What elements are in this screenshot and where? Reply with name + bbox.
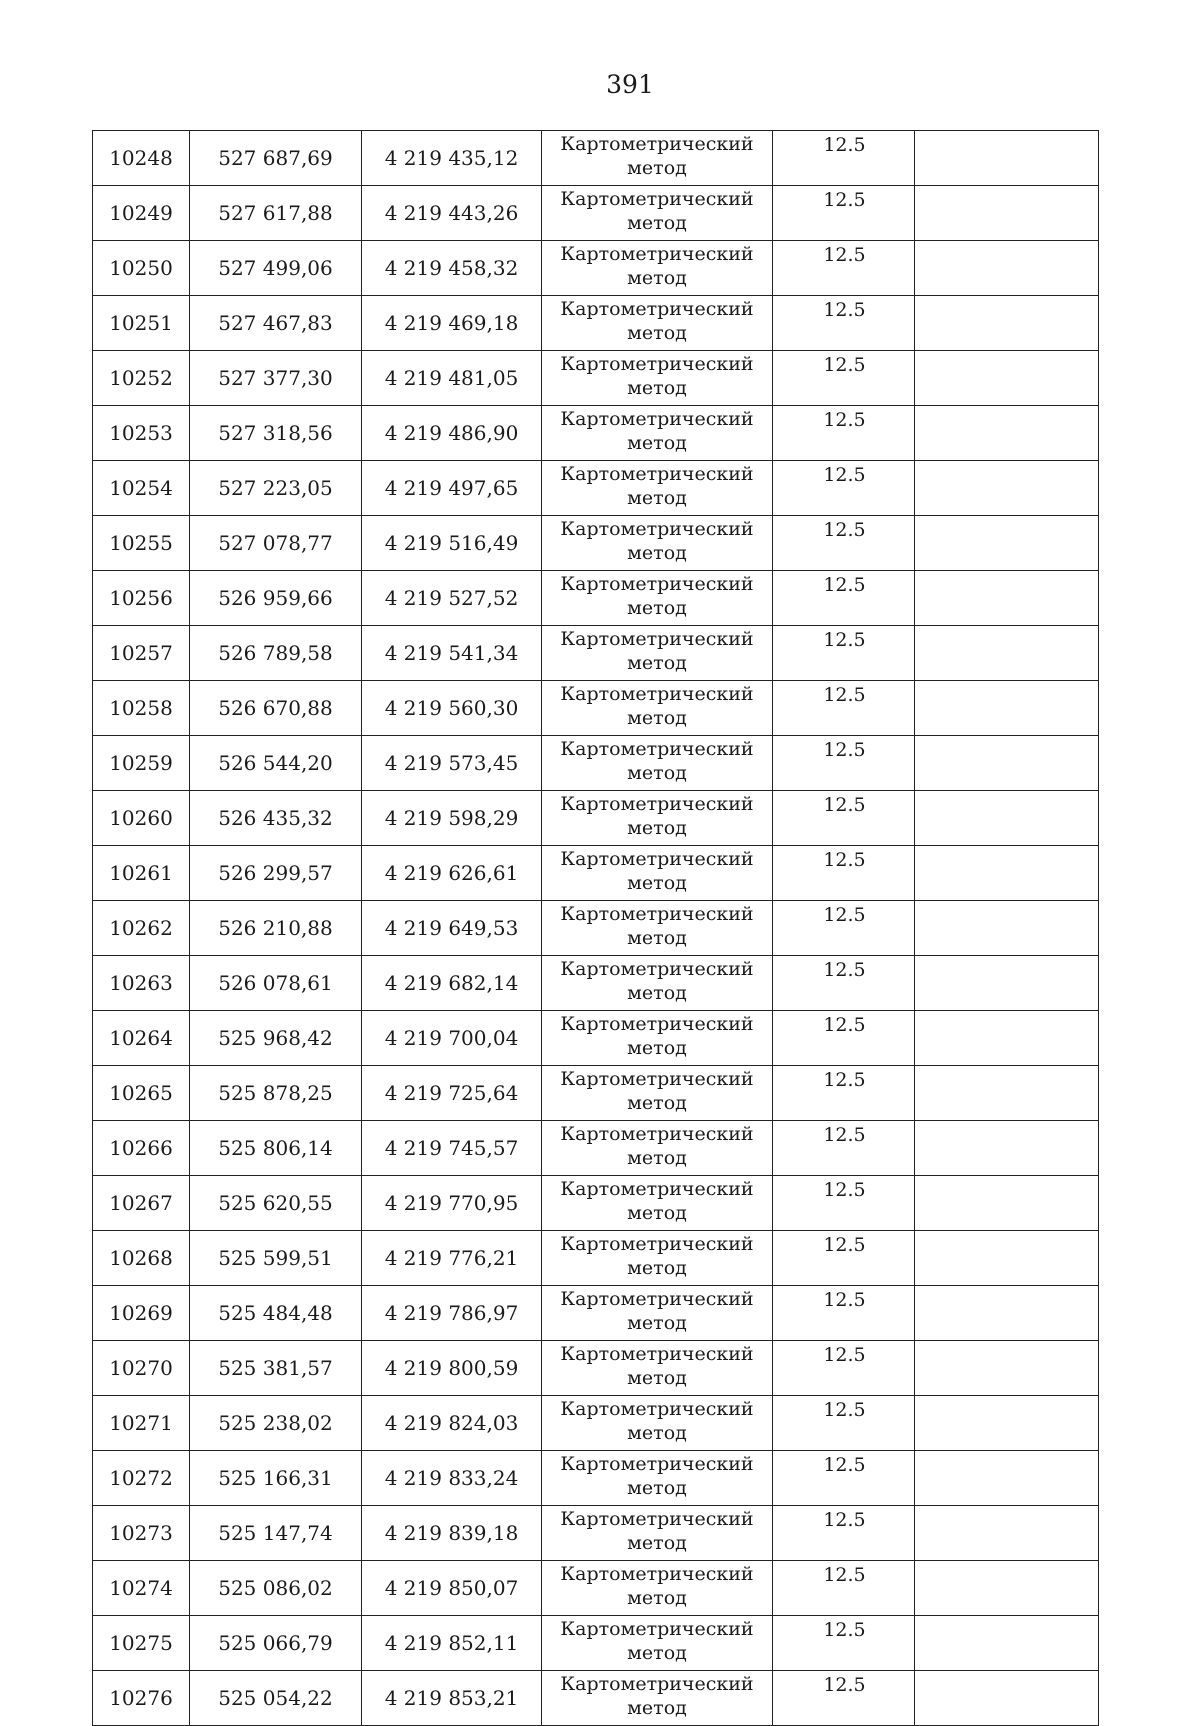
accuracy-cell: 12.5: [773, 1396, 915, 1451]
note-cell: [915, 516, 1099, 571]
method-cell: Картометрический метод: [542, 186, 773, 241]
accuracy-cell: 12.5: [773, 956, 915, 1011]
accuracy-cell: 12.5: [773, 1231, 915, 1286]
table-row: [93, 681, 1099, 736]
y-coordinate-cell: 4 219 824,03: [362, 1396, 542, 1451]
method-cell: Картометрический метод: [542, 1396, 773, 1451]
table-row: [93, 1506, 1099, 1561]
method-cell: Картометрический метод: [542, 241, 773, 296]
point-number-cell: 10269: [93, 1286, 190, 1341]
table-row: [93, 1671, 1099, 1726]
y-coordinate-cell: 4 219 833,24: [362, 1451, 542, 1506]
note-cell: [915, 1066, 1099, 1121]
point-number-cell: 10266: [93, 1121, 190, 1176]
y-coordinate-cell: 4 219 527,52: [362, 571, 542, 626]
method-cell: Картометрический метод: [542, 1341, 773, 1396]
note-cell: [915, 1506, 1099, 1561]
y-coordinate-cell: 4 219 852,11: [362, 1616, 542, 1671]
table-row: [93, 736, 1099, 791]
table-row: [93, 1286, 1099, 1341]
y-coordinate-cell: 4 219 598,29: [362, 791, 542, 846]
accuracy-cell: 12.5: [773, 901, 915, 956]
x-coordinate-cell: 525 381,57: [190, 1341, 362, 1396]
y-coordinate-cell: 4 219 853,21: [362, 1671, 542, 1726]
note-cell: [915, 1231, 1099, 1286]
note-cell: [915, 1616, 1099, 1671]
accuracy-cell: 12.5: [773, 1176, 915, 1231]
x-coordinate-cell: 525 054,22: [190, 1671, 362, 1726]
method-cell: Картометрический метод: [542, 791, 773, 846]
table-row: [93, 1011, 1099, 1066]
y-coordinate-cell: 4 219 481,05: [362, 351, 542, 406]
method-cell: Картометрический метод: [542, 1286, 773, 1341]
note-cell: [915, 1561, 1099, 1616]
accuracy-cell: 12.5: [773, 846, 915, 901]
accuracy-cell: 12.5: [773, 1121, 915, 1176]
y-coordinate-cell: 4 219 725,64: [362, 1066, 542, 1121]
note-cell: [915, 571, 1099, 626]
note-cell: [915, 1121, 1099, 1176]
table-row: [93, 241, 1099, 296]
table-row: [93, 1396, 1099, 1451]
x-coordinate-cell: 526 789,58: [190, 626, 362, 681]
table-row: [93, 1176, 1099, 1231]
note-cell: [915, 1451, 1099, 1506]
x-coordinate-cell: 525 147,74: [190, 1506, 362, 1561]
accuracy-cell: 12.5: [773, 626, 915, 681]
y-coordinate-cell: 4 219 486,90: [362, 406, 542, 461]
table-row: [93, 351, 1099, 406]
accuracy-cell: 12.5: [773, 1671, 915, 1726]
point-number-cell: 10274: [93, 1561, 190, 1616]
note-cell: [915, 681, 1099, 736]
x-coordinate-cell: 526 959,66: [190, 571, 362, 626]
table-row: [93, 131, 1099, 186]
y-coordinate-cell: 4 219 541,34: [362, 626, 542, 681]
y-coordinate-cell: 4 219 458,32: [362, 241, 542, 296]
accuracy-cell: 12.5: [773, 351, 915, 406]
x-coordinate-cell: 526 299,57: [190, 846, 362, 901]
point-number-cell: 10253: [93, 406, 190, 461]
table-row: [93, 516, 1099, 571]
y-coordinate-cell: 4 219 573,45: [362, 736, 542, 791]
method-cell: Картометрический метод: [542, 351, 773, 406]
point-number-cell: 10256: [93, 571, 190, 626]
note-cell: [915, 461, 1099, 516]
accuracy-cell: 12.5: [773, 186, 915, 241]
accuracy-cell: 12.5: [773, 571, 915, 626]
method-cell: Картометрический метод: [542, 846, 773, 901]
x-coordinate-cell: 526 435,32: [190, 791, 362, 846]
point-number-cell: 10264: [93, 1011, 190, 1066]
accuracy-cell: 12.5: [773, 736, 915, 791]
x-coordinate-cell: 527 078,77: [190, 516, 362, 571]
method-cell: Картометрический метод: [542, 1506, 773, 1561]
point-number-cell: 10275: [93, 1616, 190, 1671]
table-row: [93, 956, 1099, 1011]
x-coordinate-cell: 527 223,05: [190, 461, 362, 516]
note-cell: [915, 1286, 1099, 1341]
note-cell: [915, 1176, 1099, 1231]
x-coordinate-cell: 525 620,55: [190, 1176, 362, 1231]
accuracy-cell: 12.5: [773, 461, 915, 516]
coordinates-table: [92, 130, 1099, 1726]
method-cell: Картометрический метод: [542, 516, 773, 571]
method-cell: Картометрический метод: [542, 131, 773, 186]
x-coordinate-cell: 525 806,14: [190, 1121, 362, 1176]
point-number-cell: 10259: [93, 736, 190, 791]
table-row: [93, 461, 1099, 516]
accuracy-cell: 12.5: [773, 1066, 915, 1121]
note-cell: [915, 626, 1099, 681]
note-cell: [915, 1671, 1099, 1726]
point-number-cell: 10251: [93, 296, 190, 351]
method-cell: Картометрический метод: [542, 1121, 773, 1176]
y-coordinate-cell: 4 219 800,59: [362, 1341, 542, 1396]
method-cell: Картометрический метод: [542, 901, 773, 956]
accuracy-cell: 12.5: [773, 1506, 915, 1561]
method-cell: Картометрический метод: [542, 1011, 773, 1066]
page-number: 391: [606, 70, 654, 99]
x-coordinate-cell: 525 238,02: [190, 1396, 362, 1451]
method-cell: Картометрический метод: [542, 1561, 773, 1616]
table-row: [93, 1341, 1099, 1396]
table-row: [93, 1616, 1099, 1671]
point-number-cell: 10260: [93, 791, 190, 846]
y-coordinate-cell: 4 219 469,18: [362, 296, 542, 351]
accuracy-cell: 12.5: [773, 241, 915, 296]
y-coordinate-cell: 4 219 649,53: [362, 901, 542, 956]
method-cell: Картометрический метод: [542, 1671, 773, 1726]
y-coordinate-cell: 4 219 745,57: [362, 1121, 542, 1176]
method-cell: Картометрический метод: [542, 736, 773, 791]
point-number-cell: 10255: [93, 516, 190, 571]
x-coordinate-cell: 525 086,02: [190, 1561, 362, 1616]
note-cell: [915, 1011, 1099, 1066]
accuracy-cell: 12.5: [773, 516, 915, 571]
accuracy-cell: 12.5: [773, 1451, 915, 1506]
accuracy-cell: 12.5: [773, 791, 915, 846]
x-coordinate-cell: 525 968,42: [190, 1011, 362, 1066]
table-row: [93, 1121, 1099, 1176]
note-cell: [915, 846, 1099, 901]
note-cell: [915, 791, 1099, 846]
note-cell: [915, 351, 1099, 406]
note-cell: [915, 736, 1099, 791]
point-number-cell: 10257: [93, 626, 190, 681]
x-coordinate-cell: 526 670,88: [190, 681, 362, 736]
x-coordinate-cell: 527 617,88: [190, 186, 362, 241]
x-coordinate-cell: 525 878,25: [190, 1066, 362, 1121]
y-coordinate-cell: 4 219 850,07: [362, 1561, 542, 1616]
point-number-cell: 10258: [93, 681, 190, 736]
x-coordinate-cell: 527 377,30: [190, 351, 362, 406]
y-coordinate-cell: 4 219 700,04: [362, 1011, 542, 1066]
method-cell: Картометрический метод: [542, 1231, 773, 1286]
method-cell: Картометрический метод: [542, 461, 773, 516]
method-cell: Картометрический метод: [542, 1176, 773, 1231]
method-cell: Картометрический метод: [542, 626, 773, 681]
point-number-cell: 10268: [93, 1231, 190, 1286]
note-cell: [915, 901, 1099, 956]
y-coordinate-cell: 4 219 682,14: [362, 956, 542, 1011]
table-row: [93, 1561, 1099, 1616]
point-number-cell: 10267: [93, 1176, 190, 1231]
point-number-cell: 10263: [93, 956, 190, 1011]
accuracy-cell: 12.5: [773, 1011, 915, 1066]
x-coordinate-cell: 525 599,51: [190, 1231, 362, 1286]
x-coordinate-cell: 525 166,31: [190, 1451, 362, 1506]
point-number-cell: 10250: [93, 241, 190, 296]
accuracy-cell: 12.5: [773, 1561, 915, 1616]
x-coordinate-cell: 525 484,48: [190, 1286, 362, 1341]
point-number-cell: 10272: [93, 1451, 190, 1506]
point-number-cell: 10248: [93, 131, 190, 186]
y-coordinate-cell: 4 219 435,12: [362, 131, 542, 186]
table-row: [93, 901, 1099, 956]
coordinates-table-body: [93, 131, 1099, 1726]
method-cell: Картометрический метод: [542, 956, 773, 1011]
table-row: [93, 791, 1099, 846]
y-coordinate-cell: 4 219 560,30: [362, 681, 542, 736]
point-number-cell: 10262: [93, 901, 190, 956]
accuracy-cell: 12.5: [773, 681, 915, 736]
y-coordinate-cell: 4 219 770,95: [362, 1176, 542, 1231]
accuracy-cell: 12.5: [773, 1616, 915, 1671]
y-coordinate-cell: 4 219 497,65: [362, 461, 542, 516]
note-cell: [915, 241, 1099, 296]
method-cell: Картометрический метод: [542, 406, 773, 461]
note-cell: [915, 956, 1099, 1011]
accuracy-cell: 12.5: [773, 1286, 915, 1341]
table-row: [93, 296, 1099, 351]
note-cell: [915, 131, 1099, 186]
point-number-cell: 10273: [93, 1506, 190, 1561]
x-coordinate-cell: 527 467,83: [190, 296, 362, 351]
y-coordinate-cell: 4 219 516,49: [362, 516, 542, 571]
point-number-cell: 10252: [93, 351, 190, 406]
method-cell: Картометрический метод: [542, 1451, 773, 1506]
point-number-cell: 10276: [93, 1671, 190, 1726]
table-row: [93, 1451, 1099, 1506]
table-row: [93, 1231, 1099, 1286]
point-number-cell: 10249: [93, 186, 190, 241]
note-cell: [915, 186, 1099, 241]
method-cell: Картометрический метод: [542, 571, 773, 626]
x-coordinate-cell: 525 066,79: [190, 1616, 362, 1671]
x-coordinate-cell: 527 318,56: [190, 406, 362, 461]
table-row: [93, 846, 1099, 901]
accuracy-cell: 12.5: [773, 406, 915, 461]
method-cell: Картометрический метод: [542, 296, 773, 351]
method-cell: Картометрический метод: [542, 681, 773, 736]
note-cell: [915, 296, 1099, 351]
x-coordinate-cell: 526 078,61: [190, 956, 362, 1011]
accuracy-cell: 12.5: [773, 1341, 915, 1396]
accuracy-cell: 12.5: [773, 131, 915, 186]
x-coordinate-cell: 526 210,88: [190, 901, 362, 956]
x-coordinate-cell: 527 499,06: [190, 241, 362, 296]
table-row: [93, 1066, 1099, 1121]
table-row: [93, 626, 1099, 681]
point-number-cell: 10270: [93, 1341, 190, 1396]
x-coordinate-cell: 526 544,20: [190, 736, 362, 791]
y-coordinate-cell: 4 219 786,97: [362, 1286, 542, 1341]
note-cell: [915, 406, 1099, 461]
x-coordinate-cell: 527 687,69: [190, 131, 362, 186]
method-cell: Картометрический метод: [542, 1066, 773, 1121]
accuracy-cell: 12.5: [773, 296, 915, 351]
y-coordinate-cell: 4 219 776,21: [362, 1231, 542, 1286]
table-row: [93, 571, 1099, 626]
y-coordinate-cell: 4 219 839,18: [362, 1506, 542, 1561]
note-cell: [915, 1396, 1099, 1451]
table-row: [93, 186, 1099, 241]
point-number-cell: 10271: [93, 1396, 190, 1451]
y-coordinate-cell: 4 219 626,61: [362, 846, 542, 901]
point-number-cell: 10265: [93, 1066, 190, 1121]
y-coordinate-cell: 4 219 443,26: [362, 186, 542, 241]
point-number-cell: 10254: [93, 461, 190, 516]
note-cell: [915, 1341, 1099, 1396]
point-number-cell: 10261: [93, 846, 190, 901]
table-row: [93, 406, 1099, 461]
method-cell: Картометрический метод: [542, 1616, 773, 1671]
